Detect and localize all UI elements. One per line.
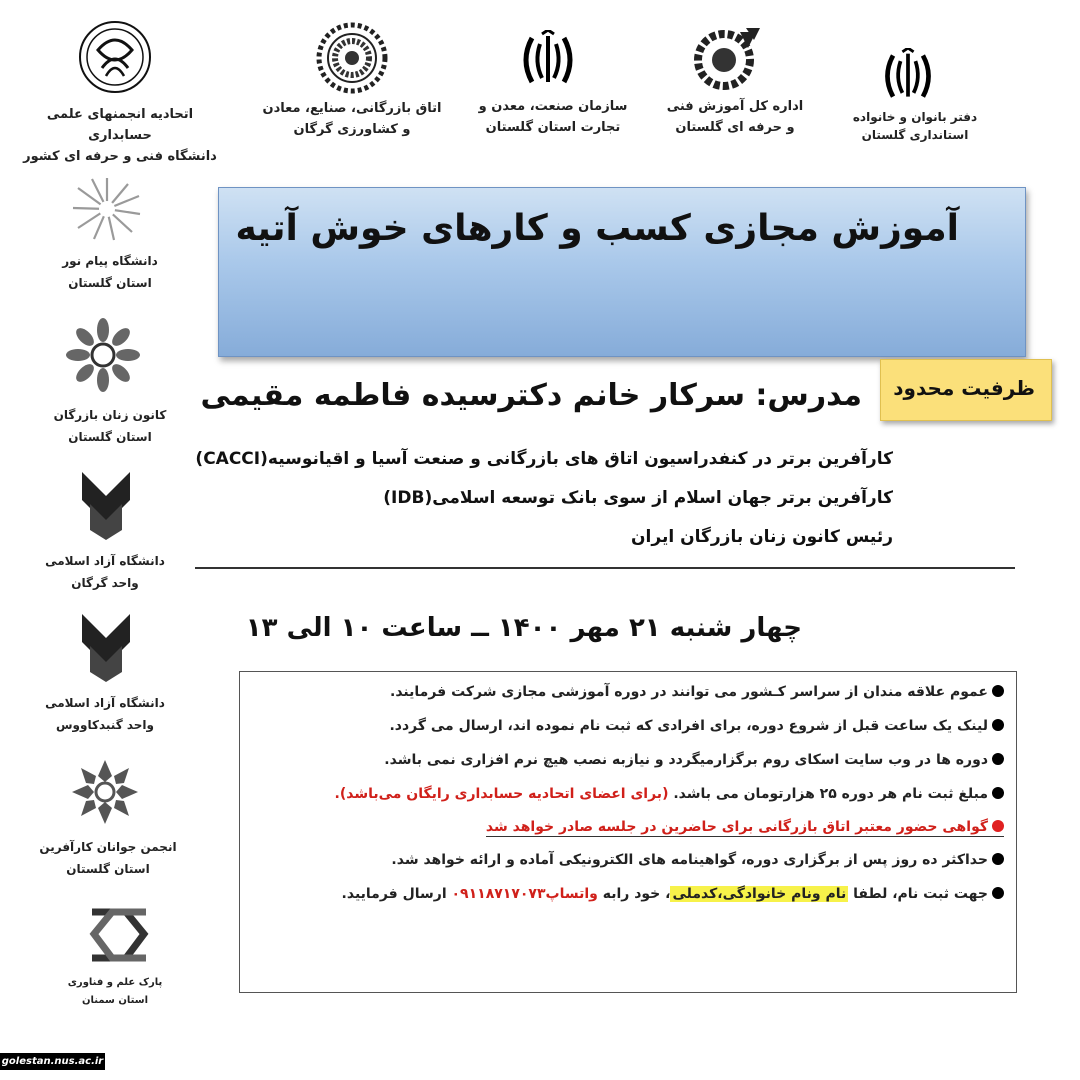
section-divider [195, 567, 1015, 569]
item-text: گواهی حضور معتبر اتاق بازرگانی برای حاضرین در جلسه صادر خواهد شد [485, 819, 988, 835]
logo-caption-line2: استانداری گلستان [861, 128, 969, 142]
item-text: عموم علاقه مندان از سراسر کـشور می توانند در دوره آموزشی مجازی شرکت فرمایند. [390, 684, 988, 700]
fee-note: (برای اعضای اتحادیه حسابداری رایگان می‌باشد). [334, 786, 669, 802]
technical-training-logo-icon [690, 26, 762, 90]
young-entrepreneurs-flower-icon [68, 756, 142, 828]
item-text: حداکثر ده روز پس از برگزاری دوره، گواهینامه های الکترونیکی آماده و ارائه خواهد شد. [391, 852, 988, 868]
logo-caption-line2: استان گلستان [68, 276, 152, 290]
list-item [384, 752, 1004, 768]
logo-caption-line1: سازمان صنعت، معدن و [478, 99, 628, 114]
event-datetime: چهار شنبه ۲۱ مهر ۱۴۰۰ ــ ساعت ۱۰ الی ۱۳ [245, 613, 802, 643]
lecturer-credentials [195, 440, 893, 557]
lecturer-name: مدرس: سرکار خانم دکترسیده فاطمه مقیمی [200, 378, 862, 413]
bullet-icon [992, 853, 1004, 865]
bullet-icon [992, 887, 1004, 899]
list-item [391, 852, 1004, 868]
item-text: لینک یک ساعت قبل از شروع دوره، برای افرادی که ثبت نام نموده اند، ارسال می گردد. [389, 718, 988, 734]
title-banner [218, 187, 1026, 357]
logo-caption-line2: واحد گنبدکاووس [56, 718, 154, 732]
logo-caption-line1: دانشگاه آزاد اسلامی [45, 696, 165, 710]
logo-caption-line1: پارک علم و فناوری [67, 977, 163, 988]
chamber-commerce-gear-icon [316, 22, 388, 94]
logo-caption-line2: استان گلستان [68, 430, 152, 444]
payame-noor-sunburst-icon [72, 176, 142, 242]
bullet-icon [992, 820, 1004, 832]
item-text: ارسال فرمایید. [341, 886, 447, 902]
credential-line: کارآفرین برتر جهان اسلام از سوی بانک توسعه اسلامی(IDB) [383, 488, 893, 508]
bullet-icon [992, 787, 1004, 799]
list-item-certificate [486, 819, 1004, 837]
item-text: جهت ثبت نام، لطفا [853, 886, 988, 902]
logo-caption-line2: استان گلستان [66, 862, 150, 876]
azad-university-icon [80, 612, 132, 684]
site-url-footer[interactable]: golestan.nus.ac.ir [0, 1053, 105, 1070]
bullet-icon [992, 753, 1004, 765]
logo-caption-line1: اداره کل آموزش فنی [666, 99, 804, 114]
credential-line: کارآفرین برتر در کنفدراسیون اتاق های بازرگانی و صنعت آسیا و اقیانوسیه(CACCI) [195, 449, 893, 469]
logo-caption-line1: اتحادیه انجمنهای علمی حسابداری [46, 107, 194, 143]
logo-caption-line1: اتاق بازرگانی، صنایع، معادن [262, 101, 442, 116]
item-text: دوره ها در وب سایت اسکای روم برگزارمیگردد و نیازبه نصب هیچ نرم افزاری نمی باشد. [384, 752, 988, 768]
logo-caption-line1: انجمن جوانان کارآفرین [39, 840, 177, 854]
association-emblem-icon [78, 20, 152, 94]
list-item-registration [342, 886, 1004, 902]
list-item [335, 786, 1004, 802]
logo-caption-line1: دفتر بانوان و خانواده [852, 110, 978, 124]
logo-caption-line2: و حرفه ای گلستان [675, 120, 795, 135]
logo-caption-line2: و کشاورزی گرگان [293, 122, 411, 137]
limited-capacity-badge [880, 359, 1052, 421]
fee-text: مبلغ ثبت نام هر دوره ۲۵ هزارتومان می باشد. [673, 786, 988, 802]
iran-emblem-icon [880, 48, 936, 106]
badge-label: ظرفیت محدود [893, 376, 1035, 400]
info-box [239, 671, 1017, 993]
logo-caption-line1: دانشگاه آزاد اسلامی [45, 554, 165, 568]
iran-emblem-icon [518, 30, 578, 92]
logo-caption-line2: دانشگاه فنی و حرفه ای کشور [23, 149, 217, 164]
logo-caption-line1: دانشگاه پیام نور [62, 254, 158, 268]
credential-line: رئیس کانون زنان بازرگان ایران [631, 527, 893, 547]
bullet-icon [992, 685, 1004, 697]
logo-caption-line1: کانون زنان بازرگان [53, 408, 167, 422]
course-title: آموزش مجازی کسب و کارهای خوش آتیه [235, 208, 959, 249]
science-park-knot-icon [86, 904, 152, 966]
list-item [389, 718, 1004, 734]
item-text: ، خود رابه [602, 886, 671, 902]
logo-caption-line2: استان سمنان [81, 995, 149, 1006]
list-item [390, 684, 1004, 700]
logo-caption-line2: واحد گرگان [71, 576, 139, 590]
azad-university-icon [80, 470, 132, 542]
highlighted-text: نام ونام خانوادگی،کدملی [672, 886, 847, 902]
bullet-icon [992, 719, 1004, 731]
logo-caption-line2: تجارت استان گلستان [485, 120, 621, 135]
women-entrepreneurs-flower-icon [66, 318, 140, 392]
whatsapp-number[interactable]: واتساپ۰۹۱۱۸۷۱۷۰۷۳ [451, 886, 598, 902]
